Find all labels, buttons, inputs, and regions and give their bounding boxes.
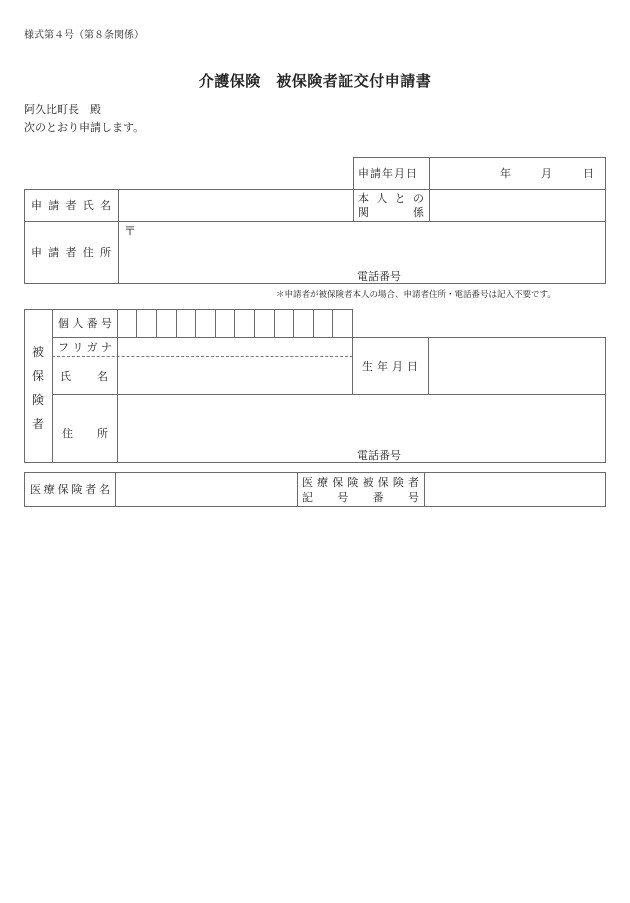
applicant-address-label: 申 請 者 住 所 (31, 246, 111, 259)
table-border (24, 283, 606, 284)
table-border (297, 472, 298, 507)
individual-number-digit-7[interactable] (235, 312, 254, 334)
table-border (24, 189, 25, 284)
year-label: 年 (500, 167, 511, 180)
medical-insurer-label: 医 療 保 険 者 名 (30, 483, 110, 496)
table-border (24, 506, 606, 507)
insured-address-input[interactable] (123, 405, 599, 427)
individual-number-digit-5[interactable] (196, 312, 215, 334)
applicant-name-input[interactable] (124, 195, 348, 215)
applicant-name-label: 申 請 者 氏 名 (31, 199, 111, 212)
medical-symbol-label-line2: 記 号 番 号 (302, 490, 419, 504)
postal-mark: 〒 (124, 224, 137, 238)
table-border (24, 462, 606, 463)
relation-label-line2: 関 係 (358, 206, 424, 219)
application-month-input[interactable] (512, 164, 538, 182)
insured-phone-input[interactable] (410, 445, 600, 461)
individual-number-digit-3[interactable] (157, 312, 176, 334)
individual-number-digit-4[interactable] (177, 312, 195, 334)
individual-number-digit-8[interactable] (255, 312, 274, 334)
application-day-input[interactable] (553, 164, 579, 182)
individual-number-digit-9[interactable] (275, 312, 293, 334)
intro-text: 次のとおり申請します。 (24, 121, 145, 134)
insured-phone-label: 電話番号 (357, 449, 401, 462)
applicant-phone-input[interactable] (410, 266, 600, 282)
table-border (428, 337, 429, 395)
individual-number-digit-10[interactable] (294, 312, 313, 334)
table-border (352, 309, 353, 395)
applicant-note: ＊申請者が被保険者本人の場合、申請者住所・電話番号は記入不要です。 (276, 290, 556, 300)
table-border (605, 157, 606, 283)
individual-number-label: 個 人 番 号 (58, 317, 112, 330)
table-border (24, 189, 606, 190)
applicant-postal-input[interactable] (140, 223, 260, 237)
relation-input[interactable] (435, 195, 600, 215)
medical-symbol-number-input[interactable] (430, 479, 600, 499)
table-border (24, 472, 606, 473)
day-label: 日 (583, 167, 594, 180)
insured-name-input[interactable] (123, 364, 347, 386)
application-year-input[interactable] (440, 164, 490, 182)
insured-address-label: 住 所 (62, 427, 108, 440)
birthdate-label: 生 年 月 日 (362, 359, 418, 373)
addressee: 阿久比町長 殿 (24, 103, 101, 116)
month-label: 月 (541, 167, 552, 180)
individual-number-digit-11[interactable] (314, 312, 332, 334)
table-border (605, 472, 606, 507)
insured-name-label: 氏 名 (60, 369, 108, 383)
page-title: 介護保険 被保険者証交付申請書 (198, 72, 432, 90)
table-border (52, 309, 53, 463)
medical-insurer-input[interactable] (121, 479, 291, 499)
form-number: 様式第４号（第８条関係） (24, 30, 144, 41)
applicant-phone-label: 電話番号 (357, 270, 401, 283)
birthdate-input[interactable] (434, 355, 599, 377)
table-border (24, 472, 25, 507)
individual-number-digit-6[interactable] (216, 312, 234, 334)
applicant-address-input[interactable] (124, 240, 599, 260)
table-border (24, 221, 606, 222)
table-border (424, 472, 425, 507)
table-border (605, 337, 606, 463)
medical-symbol-label-line1: 医 療 保 険 被 保 険 者 (302, 475, 419, 489)
relation-label-line1: 本 人 と の (358, 192, 424, 205)
furigana-label: フ リ ガ ナ (58, 340, 112, 354)
table-border (52, 337, 606, 338)
individual-number-digit-12[interactable] (333, 312, 352, 334)
individual-number-digit-2[interactable] (137, 312, 156, 334)
table-border (118, 189, 119, 284)
table-border (115, 472, 116, 507)
application-date-label: 申請年月日 (358, 167, 418, 180)
furigana-input[interactable] (123, 339, 347, 354)
individual-number-digit-1[interactable] (118, 312, 136, 334)
table-border (52, 394, 606, 395)
insured-section-label: 被 保 険 者 (31, 345, 44, 431)
